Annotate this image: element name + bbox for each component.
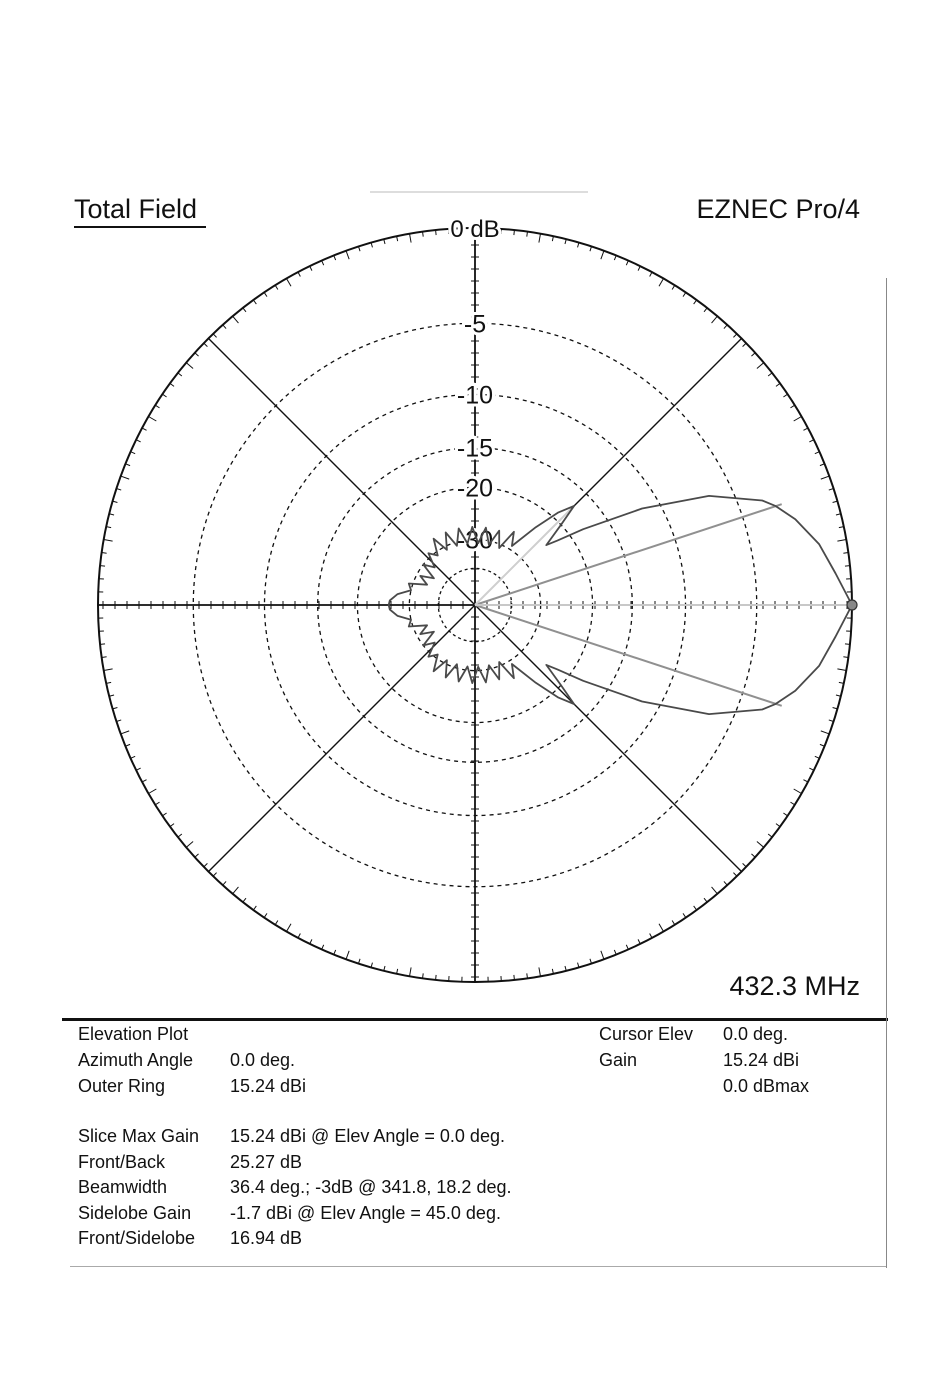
ring-tick [410,967,412,976]
ring-tick [694,906,697,910]
ring-tick [733,334,736,338]
ring-tick [149,789,157,794]
cursor-marker [847,600,857,610]
ring-tick [436,230,437,235]
ring-tick [436,975,437,980]
ring-tick [704,308,707,312]
info-label-outer-ring: Outer Ring [78,1076,166,1096]
ring-tick [659,279,664,287]
ring-tick [155,802,159,805]
ring-tick [371,963,372,968]
ring-tick [223,325,226,329]
frame-bottom-edge [70,1266,886,1267]
sidelobe-line [475,506,574,605]
ring-tick [121,476,129,479]
ring-tick [683,913,686,917]
ring-tick [142,428,146,430]
info-label-sidelobe-gain: Sidelobe Gain [78,1203,192,1223]
ring-tick [113,501,118,502]
ring-tick [843,657,848,658]
ring-tick [815,452,820,454]
ring-tick [223,881,226,885]
info-value-dbmax: 0.0 dBmax [723,1076,810,1096]
ring-tick [712,316,718,323]
ring-tick [845,644,850,645]
ring-tick [371,243,372,248]
ring-tick [672,285,675,289]
ring-tick [162,394,166,397]
info-panel [70,1020,888,1265]
ring-tick [243,308,246,312]
ring-tick [310,266,312,270]
ring-tick [659,924,664,932]
ring-tick [423,232,424,237]
ring-tick [527,232,528,237]
ring-tick [704,898,707,902]
ring-tick [113,708,118,709]
ring-tick [712,887,718,894]
ring-tick [170,383,174,386]
ring-tick [683,292,686,296]
ring-tick [626,945,628,950]
ring-tick [650,933,652,937]
ring-tick [790,802,794,805]
info-label-front-back: Front/Back [78,1152,166,1172]
ring-tick [204,343,208,346]
info-value-azimuth: 0.0 deg. [230,1050,296,1070]
info-value-cursor-elev: 0.0 deg. [723,1024,789,1044]
ring-tick [322,261,324,266]
ring-label-4: -20 [456,474,494,503]
ring-tick [213,334,216,338]
half-power-line-0 [475,504,782,605]
ring-tick [162,813,166,816]
ring-tick [287,279,292,287]
ring-tick [213,873,216,877]
ring-tick [539,967,541,976]
ring-tick [733,873,736,877]
ring-tick [638,266,640,270]
ring-tick [514,230,515,235]
ring-tick [155,405,159,408]
info-value-slice-max-gain: 15.24 dBi @ Elev Angle = 0.0 deg. [230,1126,505,1146]
info-value-outer-ring: 15.24 dBi [230,1076,307,1096]
ring-tick [790,405,794,408]
ring-tick [298,272,300,276]
ring-tick [410,234,412,243]
ring-tick [298,933,300,937]
ring-tick [275,920,278,924]
ring-tick [638,939,640,943]
ring-tick [768,834,772,837]
ring-tick [539,234,541,243]
ring-label-0: 0 dB [450,216,500,243]
ring-tick [783,394,787,397]
ring-tick [694,300,697,304]
ring-tick [233,887,239,894]
ring-label-5: -30 [456,526,494,555]
ring-tick [104,540,113,542]
info-value-beamwidth: 36.4 deg.; -3dB @ 341.8, 18.2 deg. [230,1177,512,1197]
ring-tick [743,343,747,346]
info-label-gain: Gain [599,1050,638,1070]
half-power-line-1 [475,605,782,706]
ring-tick [104,669,113,671]
ring-tick [794,417,802,422]
ring-tick [142,780,146,782]
info-value-sidelobe-gain: -1.7 dBi @ Elev Angle = 45.0 deg. [230,1203,501,1223]
ring-tick [724,881,727,885]
ring-tick [803,780,807,782]
ring-tick [626,261,628,266]
ring-tick [264,913,267,917]
info-label-plot-type: Elevation Plot [78,1024,189,1044]
ring-tick [783,813,787,816]
info-value-front-sidelobe: 16.94 dB [230,1228,303,1248]
ring-tick [136,440,140,442]
ring-tick [843,553,848,554]
ring-tick [837,669,846,671]
plot-title-right: EZNEC Pro/4 [696,194,860,224]
ring-tick [794,789,802,794]
ring-tick [601,951,604,959]
ring-tick [724,325,727,329]
ring-tick [100,566,105,567]
ring-tick [136,768,140,770]
ring-tick [131,452,136,454]
ring-tick [102,553,107,554]
ring-tick [253,906,256,910]
ring-tick [170,824,174,827]
ring-tick [527,973,528,978]
ring-tick [102,657,107,658]
ring-tick [233,316,239,323]
ring-tick [833,708,838,709]
ring-tick [821,731,829,734]
info-label-azimuth: Azimuth Angle [78,1050,194,1070]
ring-tick [751,854,755,857]
ring-tick [821,476,829,479]
ring-tick [578,243,579,248]
ring-tick [757,363,764,369]
frequency-label: 432.3 MHz [729,971,860,1001]
ring-tick [743,863,747,866]
half-power-lines [475,504,852,706]
ring-tick [833,501,838,502]
ring-tick [650,272,652,276]
ring-tick [121,731,129,734]
ring-tick [809,768,813,770]
ring-tick [195,353,199,356]
ring-tick [837,540,846,542]
ring-tick [346,251,349,259]
info-value-front-back: 25.27 dB [230,1152,303,1172]
ring-tick [776,383,780,386]
ring-tick [322,945,324,950]
ring-tick [100,644,105,645]
ring-tick [578,963,579,968]
ring-tick [178,373,182,376]
ring-tick [751,353,755,356]
ring-tick [243,898,246,902]
info-label-slice-max-gain: Slice Max Gain [78,1126,200,1146]
ring-tick [253,300,256,304]
info-label-cursor-elev: Cursor Elev [599,1024,694,1044]
ring-tick [178,834,182,837]
info-value-gain: 15.24 dBi [723,1050,800,1070]
info-label-front-sidelobe: Front/Sidelobe [78,1228,196,1248]
ring-tick [204,863,208,866]
ring-tick [672,920,675,924]
ring-tick [287,924,292,932]
ring-label-1: -5 [463,310,487,339]
ring-tick [601,251,604,259]
ring-tick [815,756,820,758]
ring-tick [186,842,193,848]
plot-title-left: Total Field [74,194,198,224]
ring-tick [768,373,772,376]
ring-tick [310,939,312,943]
ring-tick [131,756,136,758]
ring-tick [757,842,764,848]
ring-tick [514,975,515,980]
info-label-beamwidth: Beamwidth [78,1177,168,1197]
ring-tick [809,440,813,442]
ring-tick [275,285,278,289]
ring-tick [776,824,780,827]
ring-tick [195,854,199,857]
ring-label-2: -10 [456,381,494,410]
ring-tick [264,292,267,296]
ring-tick [186,363,193,369]
ring-tick [845,566,850,567]
ring-label-3: -15 [456,434,494,463]
ring-tick [803,428,807,430]
ring-tick [423,973,424,978]
ring-tick [346,951,349,959]
ring-tick [149,417,157,422]
